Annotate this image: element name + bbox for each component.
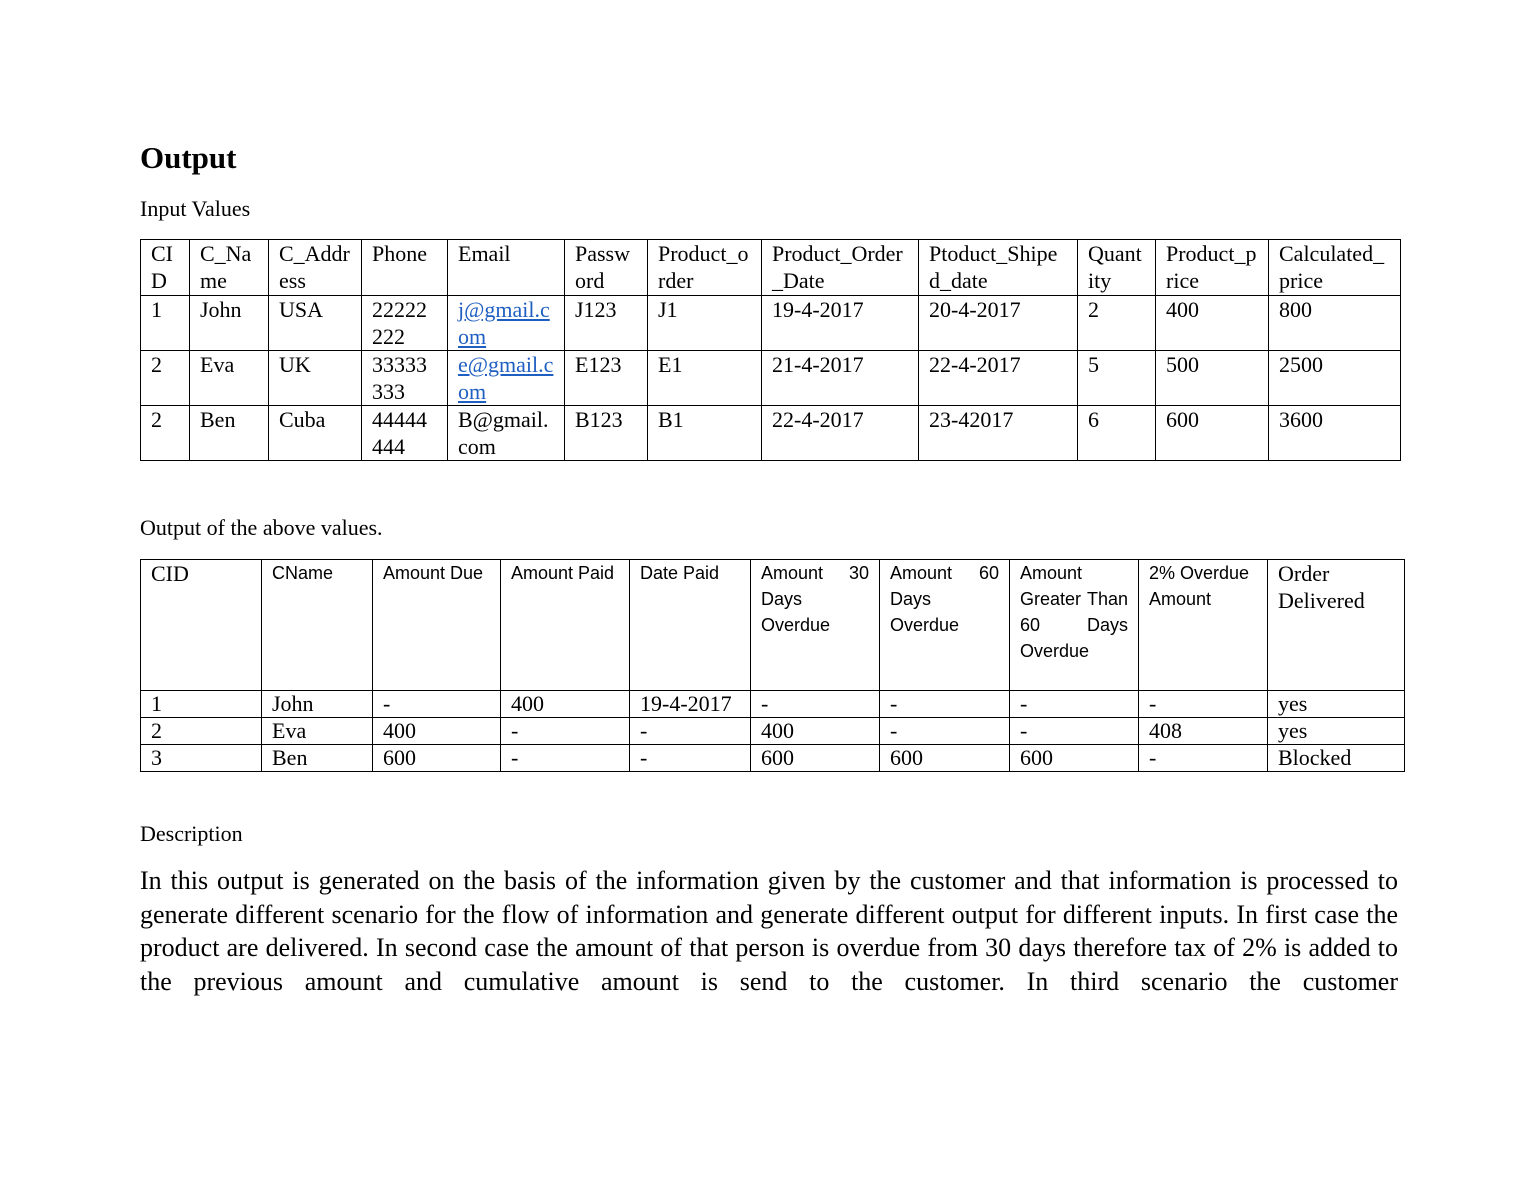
column-header: Calculated_price: [1269, 240, 1401, 296]
table-row: [141, 691, 1405, 718]
table-cell: -: [880, 691, 1010, 718]
column-header: Amount Due: [373, 560, 501, 691]
output-values-title: Output of the above values.: [140, 515, 383, 540]
table-cell: Cuba: [269, 406, 362, 461]
table-cell: yes: [1268, 718, 1405, 745]
table-row: [141, 406, 1401, 461]
column-header: C_Address: [269, 240, 362, 296]
table-cell: 400: [501, 691, 630, 718]
table-cell: Ben: [262, 745, 373, 772]
table-cell: -: [373, 691, 501, 718]
table-cell: E1: [648, 351, 762, 406]
table-cell: -: [880, 718, 1010, 745]
table-cell: 400: [1156, 296, 1269, 351]
table-cell: 22-4-2017: [762, 406, 919, 461]
table-cell: 2500: [1269, 351, 1401, 406]
column-header: Ptoduct_Shiped_date: [919, 240, 1078, 296]
table-cell: E123: [565, 351, 648, 406]
table-cell: -: [1139, 691, 1268, 718]
table-cell: 500: [1156, 351, 1269, 406]
page-title: Output: [140, 140, 237, 175]
table-cell: John: [190, 296, 269, 351]
table-cell: 22222222: [362, 296, 448, 351]
table-cell: -: [1010, 718, 1139, 745]
table-cell: 1: [141, 296, 190, 351]
column-header: Order Delivered: [1268, 560, 1405, 691]
column-header: Quantity: [1078, 240, 1156, 296]
table-cell: -: [501, 745, 630, 772]
table-cell: 400: [373, 718, 501, 745]
table-cell: USA: [269, 296, 362, 351]
table-cell: J1: [648, 296, 762, 351]
table-cell: UK: [269, 351, 362, 406]
column-header: CID: [141, 560, 262, 691]
table-row: [141, 718, 1405, 745]
column-header: Product_Order_Date: [762, 240, 919, 296]
table-header-row: [141, 240, 1401, 296]
output-values-table: [140, 559, 1405, 772]
table-cell: 2: [1078, 296, 1156, 351]
table-cell: John: [262, 691, 373, 718]
table-cell: 3600: [1269, 406, 1401, 461]
table-cell: 44444444: [362, 406, 448, 461]
table-cell: -: [751, 691, 880, 718]
table-cell: 3: [141, 745, 262, 772]
table-cell: Eva: [262, 718, 373, 745]
input-values-title: Input Values: [140, 196, 251, 221]
table-cell: 400: [751, 718, 880, 745]
column-header: Password: [565, 240, 648, 296]
table-cell: 20-4-2017: [919, 296, 1078, 351]
description-title: Description: [140, 821, 243, 846]
table-cell: 2: [141, 351, 190, 406]
table-cell: 600: [880, 745, 1010, 772]
column-header: Product_order: [648, 240, 762, 296]
table-cell: 19-4-2017: [630, 691, 751, 718]
column-header: CName: [262, 560, 373, 691]
column-header: Amount Paid: [501, 560, 630, 691]
table-cell: 21-4-2017: [762, 351, 919, 406]
table-cell: -: [1010, 691, 1139, 718]
email-cell: [448, 296, 565, 351]
table-cell: 19-4-2017: [762, 296, 919, 351]
table-cell: Ben: [190, 406, 269, 461]
table-cell: -: [501, 718, 630, 745]
table-cell: -: [630, 745, 751, 772]
column-header: C_Name: [190, 240, 269, 296]
table-cell: 600: [751, 745, 880, 772]
table-row: [141, 296, 1401, 351]
table-cell: 22-4-2017: [919, 351, 1078, 406]
table-cell: -: [1139, 745, 1268, 772]
table-cell: Eva: [190, 351, 269, 406]
table-cell: Blocked: [1268, 745, 1405, 772]
table-cell: 600: [1010, 745, 1139, 772]
email-link[interactable]: j@gmail.com: [458, 297, 550, 349]
column-header: Phone: [362, 240, 448, 296]
column-header: CID: [141, 240, 190, 296]
table-cell: B1: [648, 406, 762, 461]
email-link[interactable]: e@gmail.com: [458, 352, 554, 404]
column-header: Date Paid: [630, 560, 751, 691]
table-cell: J123: [565, 296, 648, 351]
table-cell: 408: [1139, 718, 1268, 745]
column-header: Email: [448, 240, 565, 296]
table-cell: 600: [1156, 406, 1269, 461]
column-header: 2% Overdue Amount: [1139, 560, 1268, 691]
table-cell: -: [630, 718, 751, 745]
column-header: Amount 60 Days Overdue: [880, 560, 1010, 691]
email-cell: [448, 351, 565, 406]
table-cell: 5: [1078, 351, 1156, 406]
table-row: [141, 351, 1401, 406]
table-row: [141, 745, 1405, 772]
table-cell: 800: [1269, 296, 1401, 351]
table-cell: 6: [1078, 406, 1156, 461]
table-cell: 600: [373, 745, 501, 772]
column-header: Amount Greater Than 60 Days Overdue: [1010, 560, 1139, 691]
email-cell: B@gmail.com: [448, 406, 565, 461]
table-cell: 23-42017: [919, 406, 1078, 461]
input-values-table: [140, 239, 1401, 461]
table-cell: 2: [141, 718, 262, 745]
table-header-row: [141, 560, 1405, 691]
description-paragraph: In this output is generated on the basis of the information given by the customer and that information is processed to generate different scenario for the flow of information and generate different output for different inputs. In first case the product are delivered. In second case the amount of that person is overdue from 30 days therefore tax of 2% is added to the previous amount and cumulative amount is send to the customer. In third scenario the customer: [140, 866, 1398, 996]
table-cell: B123: [565, 406, 648, 461]
table-cell: 2: [141, 406, 190, 461]
column-header: Product_price: [1156, 240, 1269, 296]
table-cell: 1: [141, 691, 262, 718]
table-cell: yes: [1268, 691, 1405, 718]
table-cell: 33333333: [362, 351, 448, 406]
column-header: Amount 30 Days Overdue: [751, 560, 880, 691]
